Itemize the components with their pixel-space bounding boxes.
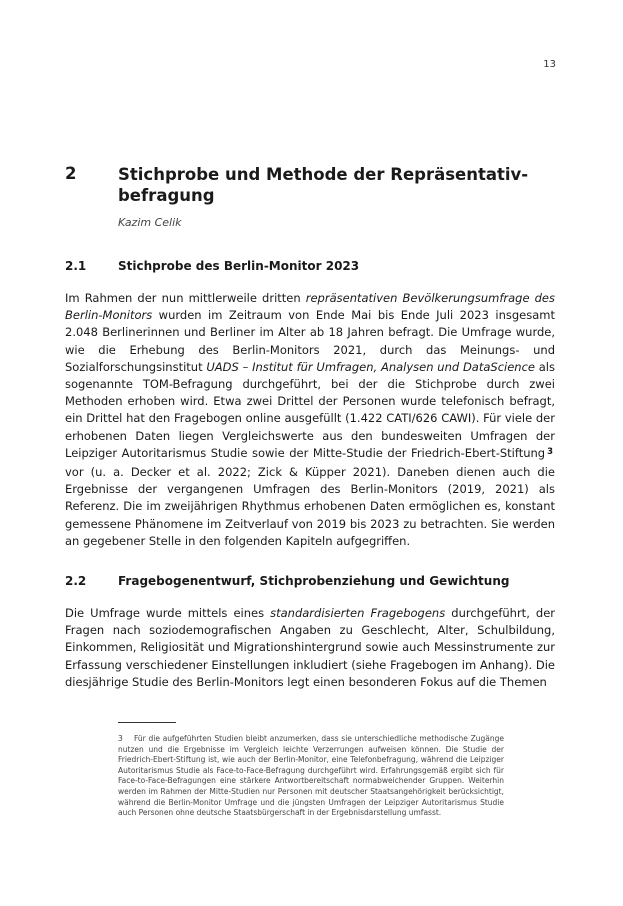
paragraph-text: Im Rahmen der nun mittlerweile dritten xyxy=(65,291,306,305)
paragraph-text: als sogenannte TOM-Befragung durchgeführt, bei der die Stichprobe durch zwei Methoden erhoben wird. Etwa zwei Drittel der Personen wurde telefonisch befragt, ein Drittel hat den Fragebogen online ausgefüllt (1.422 CATI/626 CAWI). Für viele der erhobenen Daten liegen Vergleichswerte aus den bundesweiten Umfragen der Leipziger Autoritarismus Studie sowie der Mitte-Studie der Friedrich-Ebert-Stiftung xyxy=(65,359,555,460)
page-number: 13 xyxy=(543,59,556,70)
paragraph-italic-text: standardisierten Fragebogens xyxy=(270,606,446,620)
footnote xyxy=(118,734,504,819)
footnote-text: Für die aufgeführten Studien bleibt anzumerken, dass sie unterschiedliche methodische Zugänge nutzen und die Ergebnisse im Vergleich leichte Verzerrungen aufweisen können. Die Studie der Friedrich-Ebert-Stiftung ist, wie auch der Berlin-Monitor, eine Telefonbefragung, während die Leipziger Autoritarismus Studie als Face-to-Face-Befragung durchgeführt wird. Erfahrungsgemäß ergibt sich für Face-to-Face-Befragungen eine stärkere Antwortbereitschaft normabweichender Gruppen. Weiterhin werden im Rahmen der Mitte-Studien nur Personen mit deutscher Staatsangehörigkeit berücksichtigt, während die Berlin-Monitor Umfrage und die jüngsten Umfragen der Leipziger Autoritarismus Studie auch Personen ohne deutsche Staatsbürgerschaft in der Ergebnisdarstellung umfasst. xyxy=(118,734,504,818)
footnote-reference[interactable]: 3 xyxy=(547,446,553,457)
body-paragraph-section-2-1 xyxy=(65,290,555,550)
chapter-number: 2 xyxy=(65,164,77,183)
paragraph-text: Die Umfrage wurde mittels eines xyxy=(65,606,271,620)
chapter-author: Kazim Celik xyxy=(118,216,182,229)
section-number: 2.2 xyxy=(65,574,87,588)
section-title: Stichprobe des Berlin-Monitor 2023 xyxy=(118,259,360,273)
footnote-divider xyxy=(118,722,176,723)
paragraph-italic-text: repräsentativen Bevölkerungsumfrage des Berlin-Monitors xyxy=(65,291,555,323)
body-paragraph-section-2-2 xyxy=(65,605,555,691)
paragraph-italic-text: UADS – Institut für Umfragen, Analysen und DataScience xyxy=(206,359,535,374)
paragraph-text: vor (u. a. Decker et al. 2022; Zick & Küpper 2021). Daneben dienen auch die Ergebnisse der vergangenen Umfragen des Berlin-Monitors (2019, 2021) als Referenz. Die im zweijährigen Rhythmus erhobenen Daten ermöglichen es, konstant gemessene Phänomene im Zeitverlauf von 2019 bis 2023 zu betrachten. Sie werden an gegebener Stelle in den folgenden Kapiteln aufgegriffen. xyxy=(65,465,555,548)
paragraph-text: wurden im Zeitraum von Ende Mai bis Ende Juli 2023 insgesamt 2.048 Berlinerinnen und Berliner im Alter ab 18 Jahren befragt. Die Umfrage wurde, wie die Erhebung des Berlin-Monitors 2021, durch das Meinungs- und Sozialforschungsinstitut xyxy=(65,308,555,374)
paragraph-text: durchgeführt, der Fragen nach soziodemografischen Angaben zu Geschlecht, Alter, Schulbildung, Einkommen, Religiosität und Migrationshintergrund sowie auch Messinstrumente zur Erfassung verschiedener Einstellungen inkludiert (siehe Fragebogen im Anhang). Die diesjährige Studie des Berlin-Monitors legt einen besonderen Fokus auf die Themen xyxy=(65,606,556,689)
chapter-title: Stichprobe und Methode der Repräsentativ-befragung xyxy=(118,165,529,205)
footnote-number: 3 xyxy=(118,734,123,743)
section-title: Fragebogenentwurf, Stichprobenziehung und Gewichtung xyxy=(118,574,510,588)
section-number: 2.1 xyxy=(65,259,87,273)
